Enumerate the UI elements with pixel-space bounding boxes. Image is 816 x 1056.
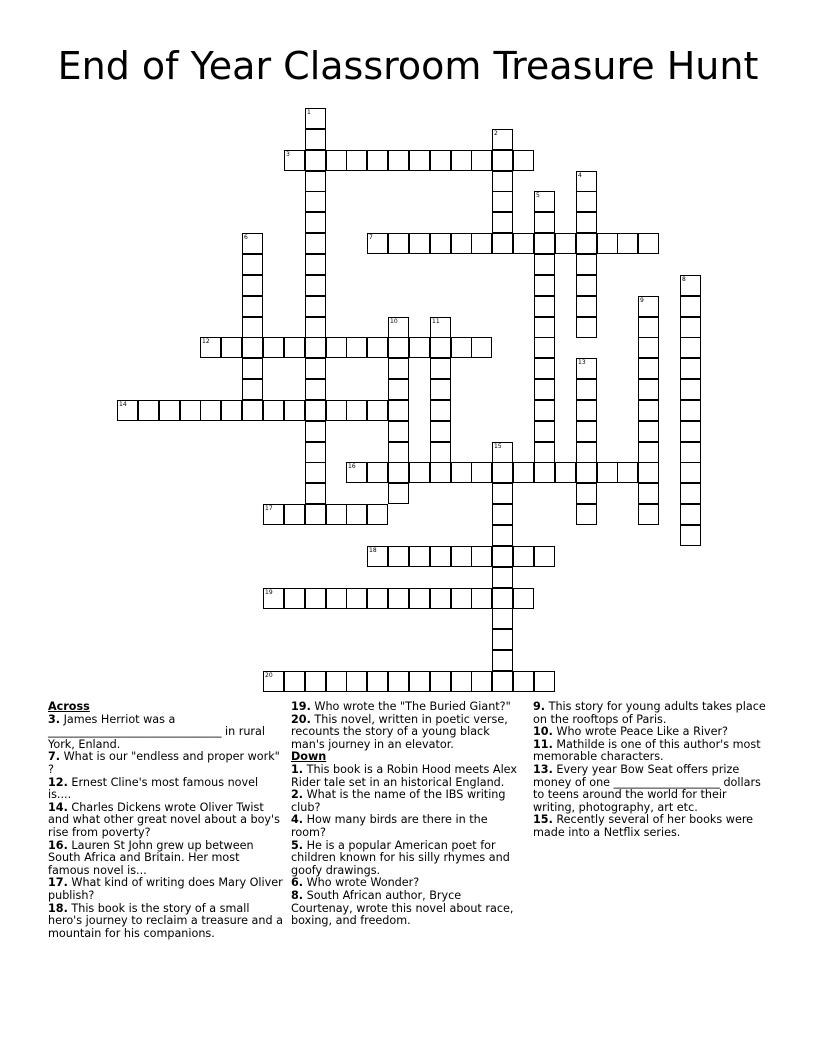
crossword-cell[interactable] xyxy=(680,462,701,483)
clue-item xyxy=(48,751,283,776)
clue-number: 6. xyxy=(291,876,304,890)
crossword-cell[interactable] xyxy=(346,337,367,358)
crossword-cell[interactable] xyxy=(513,233,534,254)
crossword-cell[interactable] xyxy=(388,317,409,338)
crossword-cell[interactable] xyxy=(242,358,263,379)
clue-text: This book is the story of a small hero's journey to reclaim a treasure and a mountain for his companions. xyxy=(48,901,283,940)
clue-number: 13. xyxy=(533,762,553,776)
clue-number: 8. xyxy=(291,888,304,902)
clue-number: 20. xyxy=(291,712,311,726)
clue-item xyxy=(48,903,283,941)
crossword-cell[interactable] xyxy=(305,254,326,275)
crossword-cell[interactable] xyxy=(638,379,659,400)
crossword-cell[interactable] xyxy=(305,171,326,192)
crossword-cell[interactable] xyxy=(305,504,326,525)
crossword-cell[interactable] xyxy=(451,337,472,358)
crossword-cell[interactable] xyxy=(492,171,513,192)
crossword-cell[interactable] xyxy=(680,296,701,317)
crossword-cell[interactable] xyxy=(576,254,597,275)
clue-text: James Herriot was a _______________________________ in rural York, Enland. xyxy=(48,712,265,751)
crossword-cell[interactable] xyxy=(492,150,513,171)
crossword-cell[interactable] xyxy=(430,233,451,254)
crossword-cell[interactable] xyxy=(326,337,347,358)
crossword-cell[interactable] xyxy=(492,650,513,671)
clue-column-1 xyxy=(48,701,283,940)
crossword-cell[interactable] xyxy=(305,212,326,233)
clue-number: 17. xyxy=(48,876,68,890)
crossword-cell[interactable] xyxy=(305,108,326,129)
crossword-cell[interactable] xyxy=(409,671,430,692)
crossword-cell[interactable] xyxy=(346,504,367,525)
crossword-cell[interactable] xyxy=(388,483,409,504)
crossword-cell[interactable] xyxy=(117,400,138,421)
clue-text: What kind of writing does Mary Oliver publish? xyxy=(48,876,283,902)
crossword-cell[interactable] xyxy=(346,462,367,483)
crossword-cell[interactable] xyxy=(576,191,597,212)
crossword-cell[interactable] xyxy=(680,504,701,525)
crossword-cell[interactable] xyxy=(534,212,555,233)
crossword-cell[interactable] xyxy=(242,379,263,400)
crossword-cell[interactable] xyxy=(597,462,618,483)
crossword-cell[interactable] xyxy=(638,462,659,483)
clue-number-label: 8 xyxy=(682,276,686,283)
clue-number-label: 2 xyxy=(494,130,498,137)
crossword-cell[interactable] xyxy=(492,442,513,463)
crossword-cell[interactable] xyxy=(263,337,284,358)
crossword-cell[interactable] xyxy=(284,671,305,692)
crossword-cell[interactable] xyxy=(680,525,701,546)
crossword-cell[interactable] xyxy=(367,671,388,692)
crossword-cell[interactable] xyxy=(680,400,701,421)
crossword-cell[interactable] xyxy=(492,504,513,525)
clue-item xyxy=(533,701,768,726)
clue-number-label: 10 xyxy=(390,318,398,325)
clue-text: Ernest Cline's most famous novel is.... xyxy=(48,775,259,802)
crossword-cell[interactable] xyxy=(451,462,472,483)
crossword-cell[interactable] xyxy=(471,150,492,171)
crossword-cell[interactable] xyxy=(284,337,305,358)
crossword-cell[interactable] xyxy=(534,400,555,421)
crossword-cell[interactable] xyxy=(263,400,284,421)
clue-text: This book is a Robin Hood meets Alex Rider tale set in an historical England. xyxy=(291,762,517,789)
crossword-cell[interactable] xyxy=(680,442,701,463)
crossword-cell[interactable] xyxy=(492,567,513,588)
crossword-cell[interactable] xyxy=(346,671,367,692)
clue-number-label: 5 xyxy=(536,192,540,199)
crossword-cell[interactable] xyxy=(576,358,597,379)
crossword-cell[interactable] xyxy=(284,504,305,525)
crossword-cell[interactable] xyxy=(513,462,534,483)
crossword-cell[interactable] xyxy=(638,421,659,442)
crossword-cell[interactable] xyxy=(492,212,513,233)
page-title: End of Year Classroom Treasure Hunt xyxy=(57,44,759,88)
crossword-cell[interactable] xyxy=(263,671,284,692)
crossword-cell[interactable] xyxy=(242,254,263,275)
crossword-cell[interactable] xyxy=(409,462,430,483)
crossword-cell[interactable] xyxy=(430,421,451,442)
crossword-cell[interactable] xyxy=(534,462,555,483)
clue-number: 19. xyxy=(291,700,311,713)
clue-item xyxy=(533,739,768,764)
crossword-cell[interactable] xyxy=(367,233,388,254)
clue-item xyxy=(48,877,283,902)
crossword-cell[interactable] xyxy=(305,379,326,400)
crossword-cell[interactable] xyxy=(326,400,347,421)
crossword-cell[interactable] xyxy=(430,337,451,358)
crossword-cell[interactable] xyxy=(305,483,326,504)
crossword-cell[interactable] xyxy=(638,296,659,317)
crossword-cell[interactable] xyxy=(180,400,201,421)
crossword-cell[interactable] xyxy=(451,546,472,567)
clue-number-label: 1 xyxy=(307,109,311,116)
crossword-cell[interactable] xyxy=(492,608,513,629)
clue-item xyxy=(291,714,526,752)
crossword-cell[interactable] xyxy=(576,317,597,338)
crossword-cell[interactable] xyxy=(305,400,326,421)
crossword-cell[interactable] xyxy=(492,546,513,567)
crossword-cell[interactable] xyxy=(492,233,513,254)
crossword-cell[interactable] xyxy=(305,275,326,296)
crossword-cell[interactable] xyxy=(221,400,242,421)
crossword-cell[interactable] xyxy=(388,588,409,609)
crossword-cell[interactable] xyxy=(576,421,597,442)
crossword-cell[interactable] xyxy=(242,337,263,358)
crossword-cell[interactable] xyxy=(617,233,638,254)
crossword-cell[interactable] xyxy=(388,400,409,421)
clue-item xyxy=(48,714,283,752)
clue-item xyxy=(291,890,526,928)
crossword-cell[interactable] xyxy=(367,546,388,567)
crossword-cell[interactable] xyxy=(430,671,451,692)
clue-number: 14. xyxy=(48,800,68,814)
crossword-cell[interactable] xyxy=(305,588,326,609)
clue-number: 2. xyxy=(291,788,304,802)
crossword-cell[interactable] xyxy=(305,317,326,338)
crossword-cell[interactable] xyxy=(680,275,701,296)
crossword-cell[interactable] xyxy=(534,296,555,317)
clue-number: 11. xyxy=(533,737,553,751)
clue-text: Charles Dickens wrote Oliver Twist and what other great novel about a boy's rise from poverty? xyxy=(48,800,280,839)
clue-number: 5. xyxy=(291,838,304,852)
crossword-cell[interactable] xyxy=(221,337,242,358)
crossword-cell[interactable] xyxy=(409,150,430,171)
clue-number: 16. xyxy=(48,838,68,852)
crossword-cell[interactable] xyxy=(617,462,638,483)
clue-number-label: 6 xyxy=(244,234,248,241)
crossword-cell[interactable] xyxy=(471,546,492,567)
crossword-cell[interactable] xyxy=(513,671,534,692)
crossword-cell[interactable] xyxy=(200,400,221,421)
crossword-cell[interactable] xyxy=(242,317,263,338)
crossword-cell[interactable] xyxy=(305,337,326,358)
clue-section-header: Across xyxy=(48,700,90,713)
crossword-cell[interactable] xyxy=(430,442,451,463)
clue-number-label: 4 xyxy=(578,172,582,179)
crossword-cell[interactable] xyxy=(680,337,701,358)
crossword-cell[interactable] xyxy=(305,671,326,692)
crossword-cell[interactable] xyxy=(388,421,409,442)
clue-number-label: 12 xyxy=(202,338,210,345)
crossword-cell[interactable] xyxy=(200,337,221,358)
clue-number-label: 9 xyxy=(640,297,644,304)
crossword-cell[interactable] xyxy=(680,358,701,379)
crossword-cell[interactable] xyxy=(326,150,347,171)
crossword-cell[interactable] xyxy=(492,129,513,150)
crossword-cell[interactable] xyxy=(638,442,659,463)
crossword-cell[interactable] xyxy=(242,400,263,421)
crossword-cell[interactable] xyxy=(680,317,701,338)
crossword-cell[interactable] xyxy=(534,317,555,338)
crossword-cell[interactable] xyxy=(492,671,513,692)
crossword-cell[interactable] xyxy=(513,150,534,171)
crossword-cell[interactable] xyxy=(388,379,409,400)
clue-number: 1. xyxy=(291,762,304,776)
crossword-cell[interactable] xyxy=(409,546,430,567)
crossword-cell[interactable] xyxy=(305,442,326,463)
crossword-cell[interactable] xyxy=(305,421,326,442)
crossword-cell[interactable] xyxy=(492,588,513,609)
crossword-cell[interactable] xyxy=(388,233,409,254)
clue-number-label: 17 xyxy=(265,505,273,512)
crossword-cell[interactable] xyxy=(305,150,326,171)
crossword-cell[interactable] xyxy=(534,275,555,296)
crossword-cell[interactable] xyxy=(513,588,534,609)
crossword-cell[interactable] xyxy=(388,442,409,463)
crossword-cell[interactable] xyxy=(597,233,618,254)
clue-text: Mathilde is one of this author's most memorable characters. xyxy=(533,737,761,764)
clue-number: 3. xyxy=(48,712,61,726)
crossword-cell[interactable] xyxy=(388,462,409,483)
crossword-cell[interactable] xyxy=(367,588,388,609)
clue-number: 4. xyxy=(291,813,304,827)
crossword-cell[interactable] xyxy=(451,671,472,692)
crossword-cell[interactable] xyxy=(346,150,367,171)
crossword-cell[interactable] xyxy=(346,400,367,421)
crossword-cell[interactable] xyxy=(680,483,701,504)
crossword-cell[interactable] xyxy=(576,275,597,296)
clue-text: What is our "endless and proper work" ? xyxy=(48,750,280,776)
crossword-cell[interactable] xyxy=(367,150,388,171)
clue-number-label: 20 xyxy=(265,672,273,679)
crossword-cell[interactable] xyxy=(638,233,659,254)
clue-item xyxy=(291,840,526,878)
crossword-cell[interactable] xyxy=(451,233,472,254)
crossword-cell[interactable] xyxy=(555,462,576,483)
crossword-cell[interactable] xyxy=(576,462,597,483)
crossword-cell[interactable] xyxy=(242,275,263,296)
crossword-cell[interactable] xyxy=(409,233,430,254)
crossword-cell[interactable] xyxy=(159,400,180,421)
crossword-cell[interactable] xyxy=(430,317,451,338)
crossword-cell[interactable] xyxy=(305,233,326,254)
crossword-cell[interactable] xyxy=(638,400,659,421)
crossword-cell[interactable] xyxy=(534,442,555,463)
crossword-cell[interactable] xyxy=(138,400,159,421)
clue-item xyxy=(291,814,526,839)
clue-column-3 xyxy=(533,701,768,840)
clue-number: 9. xyxy=(533,700,546,713)
crossword-cell[interactable] xyxy=(576,233,597,254)
crossword-cell[interactable] xyxy=(409,337,430,358)
crossword-cell[interactable] xyxy=(388,546,409,567)
crossword-cell[interactable] xyxy=(305,462,326,483)
crossword-cell[interactable] xyxy=(534,254,555,275)
crossword-cell[interactable] xyxy=(638,504,659,525)
clue-text: What is the name of the IBS writing club? xyxy=(291,788,506,814)
crossword-cell[interactable] xyxy=(367,504,388,525)
crossword-cell[interactable] xyxy=(367,400,388,421)
clue-number-label: 19 xyxy=(265,589,273,596)
crossword-cell[interactable] xyxy=(430,150,451,171)
crossword-cell[interactable] xyxy=(576,504,597,525)
crossword-cell[interactable] xyxy=(388,358,409,379)
crossword-cell[interactable] xyxy=(346,588,367,609)
crossword-cell[interactable] xyxy=(430,588,451,609)
crossword-cell[interactable] xyxy=(638,358,659,379)
crossword-cell[interactable] xyxy=(263,504,284,525)
crossword-cell[interactable] xyxy=(680,421,701,442)
crossword-cell[interactable] xyxy=(471,233,492,254)
crossword-cell[interactable] xyxy=(430,358,451,379)
crossword-cell[interactable] xyxy=(388,337,409,358)
crossword-cell[interactable] xyxy=(242,296,263,317)
crossword-cell[interactable] xyxy=(492,191,513,212)
crossword-cell[interactable] xyxy=(492,483,513,504)
crossword-cell[interactable] xyxy=(534,546,555,567)
clue-number: 18. xyxy=(48,901,68,915)
crossword-cell[interactable] xyxy=(638,483,659,504)
clue-number-label: 11 xyxy=(432,318,440,325)
crossword-cell[interactable] xyxy=(284,150,305,171)
crossword-cell[interactable] xyxy=(534,191,555,212)
crossword-cell[interactable] xyxy=(430,400,451,421)
crossword-cell[interactable] xyxy=(388,150,409,171)
crossword-cell[interactable] xyxy=(534,233,555,254)
clue-item xyxy=(533,814,768,839)
crossword-cell[interactable] xyxy=(576,442,597,463)
clue-number-label: 15 xyxy=(494,443,502,450)
crossword-cell[interactable] xyxy=(680,379,701,400)
crossword-cell[interactable] xyxy=(305,191,326,212)
crossword-cell[interactable] xyxy=(242,233,263,254)
crossword-cell[interactable] xyxy=(451,588,472,609)
crossword-cell[interactable] xyxy=(451,150,472,171)
crossword-cell[interactable] xyxy=(534,358,555,379)
crossword-cell[interactable] xyxy=(471,588,492,609)
crossword-cell[interactable] xyxy=(326,504,347,525)
crossword-cell[interactable] xyxy=(409,588,430,609)
clue-column-2 xyxy=(291,701,526,928)
clue-number: 10. xyxy=(533,725,553,739)
clue-text: Who wrote Peace Like a River? xyxy=(556,725,728,739)
clue-item xyxy=(291,789,526,814)
crossword-cell[interactable] xyxy=(534,379,555,400)
clue-number-label: 7 xyxy=(369,234,373,241)
clue-number-label: 14 xyxy=(119,401,127,408)
crossword-cell[interactable] xyxy=(576,379,597,400)
clue-number-label: 13 xyxy=(578,359,586,366)
crossword-cell[interactable] xyxy=(576,296,597,317)
crossword-cell[interactable] xyxy=(326,671,347,692)
crossword-cell[interactable] xyxy=(576,483,597,504)
crossword-cell[interactable] xyxy=(534,671,555,692)
clue-text: This story for young adults takes place on the rooftops of Paris. xyxy=(533,700,766,726)
clue-text: Recently several of her books were made into a Netflix series. xyxy=(533,813,754,839)
clue-text: Who wrote the "The Buried Giant?" xyxy=(314,700,511,713)
crossword-cell[interactable] xyxy=(576,212,597,233)
clue-text: Every year Bow Seat offers prize money of one ___________________ dollars to teens around the world for their writing, photography, art etc. xyxy=(533,762,761,814)
crossword-cell[interactable] xyxy=(388,671,409,692)
crossword-cell[interactable] xyxy=(305,129,326,150)
crossword-cell[interactable] xyxy=(305,358,326,379)
clue-number-label: 18 xyxy=(369,547,377,554)
clue-number-label: 16 xyxy=(348,463,356,470)
crossword-cell[interactable] xyxy=(326,588,347,609)
clue-item xyxy=(533,764,768,814)
clue-text: This novel, written in poetic verse, recounts the story of a young black man's journey in an elevator. xyxy=(291,712,508,751)
crossword-cell[interactable] xyxy=(471,671,492,692)
crossword-cell[interactable] xyxy=(305,296,326,317)
crossword-cell[interactable] xyxy=(284,400,305,421)
crossword-cell[interactable] xyxy=(430,546,451,567)
clue-text: South African author, Bryce Courtenay, wrote this novel about race, boxing, and freedom. xyxy=(291,888,514,928)
crossword-cell[interactable] xyxy=(638,317,659,338)
crossword-cell[interactable] xyxy=(555,233,576,254)
clue-number: 15. xyxy=(533,813,553,827)
clue-text: Who wrote Wonder? xyxy=(306,876,420,890)
crossword-cell[interactable] xyxy=(638,337,659,358)
crossword-cell[interactable] xyxy=(576,171,597,192)
crossword-cell[interactable] xyxy=(576,400,597,421)
clue-item xyxy=(48,802,283,840)
crossword-cell[interactable] xyxy=(430,462,451,483)
crossword-cell[interactable] xyxy=(492,525,513,546)
crossword-cell[interactable] xyxy=(492,629,513,650)
crossword-cell[interactable] xyxy=(492,462,513,483)
crossword-cell[interactable] xyxy=(534,337,555,358)
clue-item xyxy=(291,764,526,789)
crossword-cell[interactable] xyxy=(471,337,492,358)
clue-text: How many birds are there in the room? xyxy=(291,813,488,839)
crossword-cell[interactable] xyxy=(534,421,555,442)
clue-text: He is a popular American poet for children known for his silly rhymes and goofy drawings. xyxy=(291,838,510,877)
crossword-cell[interactable] xyxy=(367,337,388,358)
clue-number-label: 3 xyxy=(286,151,290,158)
clue-number: 7. xyxy=(48,750,61,764)
crossword-cell[interactable] xyxy=(284,588,305,609)
clue-number: 12. xyxy=(48,775,68,789)
crossword-cell[interactable] xyxy=(263,588,284,609)
crossword-cell[interactable] xyxy=(367,462,388,483)
clue-section-header: Down xyxy=(291,750,327,764)
crossword-cell[interactable] xyxy=(430,379,451,400)
clue-item xyxy=(48,777,283,802)
clue-item xyxy=(48,840,283,878)
clue-text: Lauren St John grew up between South Africa and Britain. Her most famous novel is... xyxy=(48,838,254,877)
crossword-cell[interactable] xyxy=(513,546,534,567)
crossword-cell[interactable] xyxy=(471,462,492,483)
